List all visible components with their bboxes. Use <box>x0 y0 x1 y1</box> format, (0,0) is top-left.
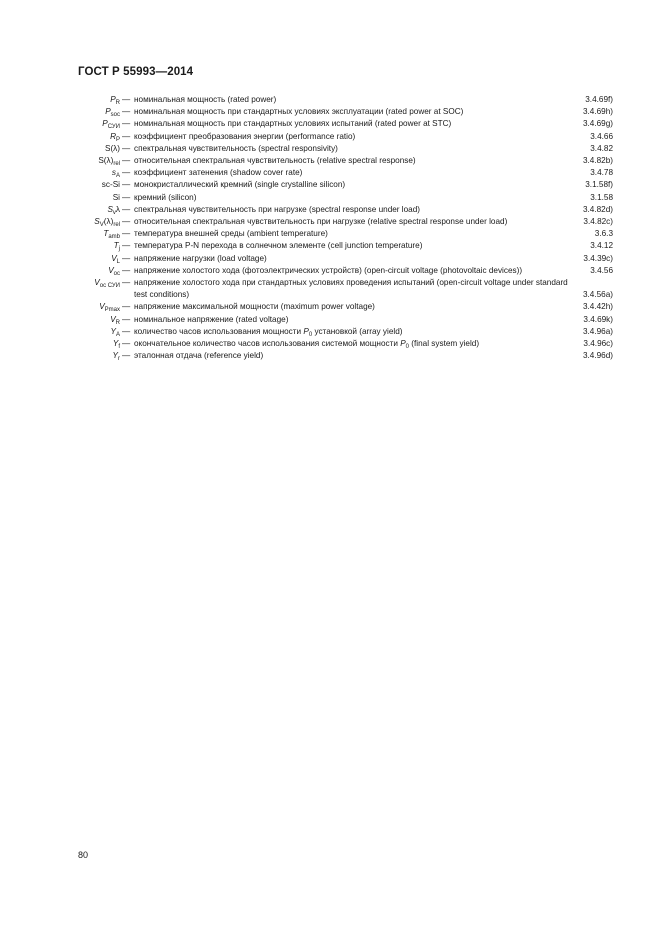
section-reference: 3.4.82c) <box>583 217 613 227</box>
term-description: номинальное напряжение (rated voltage) <box>134 314 289 324</box>
term-description: температура P-N перехода в солнечном элементе (cell junction temperature) <box>134 241 423 251</box>
section-reference: 3.4.82b) <box>582 156 613 166</box>
term-description: напряжение нагрузки (load voltage) <box>134 253 267 263</box>
symbol: $P_{СУИ}$ <box>102 119 120 131</box>
section-reference: 3.4.69h) <box>582 107 613 117</box>
symbol: $T_j$ <box>113 241 120 253</box>
list-item <box>0 143 661 155</box>
symbol: $V_{oc}$ <box>108 265 120 277</box>
symbol: S(λ) <box>104 143 120 153</box>
dash-separator: — <box>122 314 131 324</box>
term-description: коэффициент преобразования энергии (performance ratio) <box>134 131 356 141</box>
list-item <box>0 253 661 265</box>
document-header: ГОСТ Р 55993—2014 <box>78 66 194 78</box>
dash-separator: — <box>122 168 131 178</box>
section-reference: 3.4.56 <box>590 265 613 275</box>
term-description: номинальная мощность при стандартных условиях испытаний (rated power at STC) <box>134 119 452 129</box>
symbol: $V_R$ <box>110 314 120 326</box>
dash-separator: — <box>122 119 131 129</box>
symbol: $S_V(\lambda)_{rel}$ <box>94 217 120 229</box>
section-reference: 3.4.69k) <box>583 314 613 324</box>
term-description: количество часов использования мощности $P_0$ установкой (array yield) <box>134 326 403 338</box>
dash-separator: — <box>122 351 131 361</box>
symbol: sc-Si <box>101 180 120 190</box>
term-description: эталонная отдача (reference yield) <box>134 351 264 361</box>
list-item <box>0 277 661 301</box>
list-item <box>0 240 661 252</box>
list-item <box>0 265 661 277</box>
dash-separator: — <box>122 192 131 202</box>
symbol: $Y_f$ <box>112 339 120 351</box>
list-item <box>0 94 661 106</box>
symbol: $Y_A$ <box>110 326 120 338</box>
list-item <box>0 338 661 350</box>
term-description: номинальная мощность при стандартных условиях эксплуатации (rated power at SOC) <box>134 107 464 117</box>
symbol: $T_{amb}$ <box>103 229 120 241</box>
symbol: $P_{soc}$ <box>105 107 120 119</box>
dash-separator: — <box>122 229 131 239</box>
term-description: окончательное количество часов использования системой мощности $P_0$ (final system yield) <box>134 339 480 351</box>
symbol: $S_v\lambda$ <box>107 204 120 216</box>
list-item <box>0 204 661 216</box>
term-description: температура внешней среды (ambient temperature) <box>134 229 328 239</box>
section-reference: 3.1.58 <box>590 192 613 202</box>
list-item <box>0 131 661 143</box>
dash-separator: — <box>122 326 131 336</box>
term-description: относительная спектральная чувствительность (relative spectral response) <box>134 156 416 166</box>
dash-separator: — <box>122 95 131 104</box>
term-description: напряжение холостого хода при стандартных условиях проведения испытаний (open-circuit voltage under standard test conditions) <box>134 278 568 300</box>
dash-separator: — <box>122 241 131 251</box>
dash-separator: — <box>122 339 131 349</box>
term-description: напряжение максимальной мощности (maximum power voltage) <box>134 302 375 312</box>
list-item <box>0 167 661 179</box>
symbol: $R_P$ <box>110 131 120 143</box>
section-reference: 3.4.96a) <box>582 326 613 336</box>
term-description: номинальная мощность (rated power) <box>134 95 277 104</box>
dash-separator: — <box>122 107 131 117</box>
symbol: $S(\lambda)_{rel}$ <box>98 156 120 168</box>
dash-separator: — <box>122 204 131 214</box>
dash-separator: — <box>122 253 131 263</box>
section-reference: 3.4.96d) <box>582 351 613 361</box>
list-item <box>0 179 661 191</box>
list-item <box>0 301 661 313</box>
term-description: спектральная чувствительность при нагрузке (spectral response under load) <box>134 204 421 214</box>
dash-separator: — <box>122 217 131 227</box>
section-reference: 3.6.3 <box>594 229 613 239</box>
term-description: напряжение холостого хода (фотоэлектрических устройств) (open-circuit voltage (photovoltaic devices)) <box>134 265 523 275</box>
section-reference: 3.4.96c) <box>583 339 613 349</box>
section-reference: 3.4.82 <box>590 143 613 153</box>
symbol: $V_L$ <box>111 253 120 265</box>
dash-separator: — <box>122 180 131 190</box>
section-reference: 3.1.58f) <box>585 180 613 190</box>
list-item <box>0 216 661 228</box>
section-reference: 3.4.69f) <box>585 95 613 104</box>
section-reference: 3.4.66 <box>590 131 613 141</box>
dash-separator: — <box>122 265 131 275</box>
symbol: $s_A$ <box>111 168 120 180</box>
section-reference: 3.4.56a) <box>582 290 613 300</box>
dash-separator: — <box>122 278 131 288</box>
symbol: Si <box>112 192 120 202</box>
dash-separator: — <box>122 302 131 312</box>
section-reference: 3.4.69g) <box>582 119 613 129</box>
section-reference: 3.4.82d) <box>582 204 613 214</box>
term-description: коэффициент затенения (shadow cover rate) <box>134 168 303 178</box>
section-reference: 3.4.39c) <box>583 253 613 263</box>
list-item <box>0 228 661 240</box>
list-item <box>0 350 661 362</box>
symbol: $P_R$ <box>110 95 120 106</box>
abbreviations-list <box>0 94 661 362</box>
page-number: 80 <box>78 850 89 860</box>
list-item <box>0 192 661 204</box>
list-item <box>0 314 661 326</box>
section-reference: 3.4.78 <box>590 168 613 178</box>
list-item <box>0 106 661 118</box>
term-description: относительная спектральная чувствительность при нагрузке (relative spectral response under load) <box>134 217 508 227</box>
symbol: $V_{Pmax}$ <box>99 302 120 314</box>
list-item <box>0 118 661 130</box>
term-description: спектральная чувствительность (spectral responsivity) <box>134 143 338 153</box>
list-item <box>0 155 661 167</box>
dash-separator: — <box>122 143 131 153</box>
list-item <box>0 326 661 338</box>
dash-separator: — <box>122 131 131 141</box>
symbol: $Y_r$ <box>112 351 120 363</box>
symbol: $V_{oc СУИ}$ <box>94 278 120 290</box>
section-reference: 3.4.12 <box>590 241 613 251</box>
section-reference: 3.4.42h) <box>582 302 613 312</box>
term-description: кремний (silicon) <box>134 192 197 202</box>
term-description: монокристаллический кремний (single crystalline silicon) <box>134 180 346 190</box>
dash-separator: — <box>122 156 131 166</box>
